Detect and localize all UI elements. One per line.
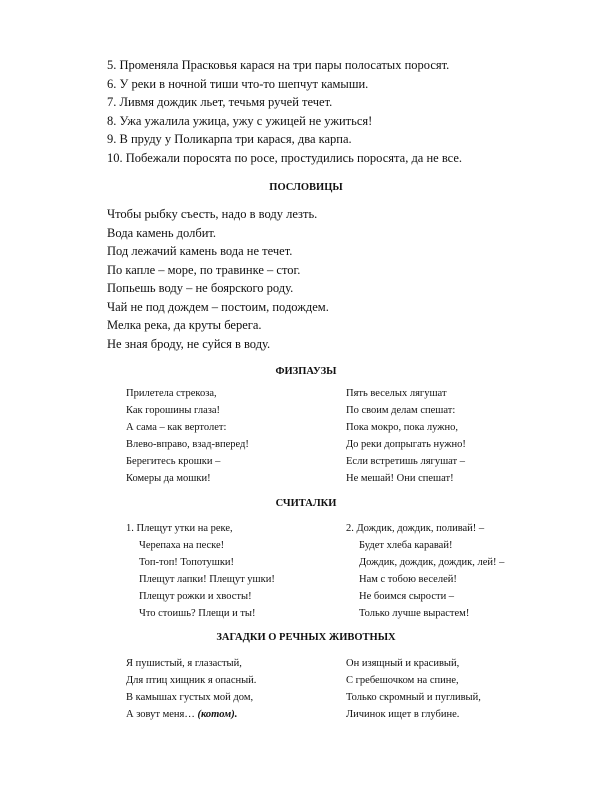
poem-line: Если встретишь лягушат – [346,456,466,467]
poem-line: Прилетела стрекоза, [126,388,217,399]
list-item: 7. Ливмя дождик льет, течьмя ручей течет. [107,95,333,109]
poem-line: А сама – как вертолет: [126,422,227,433]
poem-line: Топ-топ! Топотушки! [139,557,235,568]
poem-line: Не мешай! Они спешат! [346,473,454,484]
poem-line: Плещут лапки! Плещут ушки! [139,574,275,585]
tongue-twister-list [107,56,547,167]
list-item: 5. Променяла Прасковья карася на три пары полосатых поросят. [107,58,450,72]
counting-right-rhyme [346,520,504,622]
riddles-heading: ЗАГАДКИ О РЕЧНЫХ ЖИВОТНЫХ [216,632,396,643]
list-item: Чай не под дождем – постоим, подождем. [107,299,329,314]
counting-heading: СЧИТАЛКИ [275,498,337,509]
poem-line: Только лучше вырастем! [359,608,470,619]
poem-line: Дождик, дождик, дождик, лей! – [359,557,505,568]
poem-line: В камышах густых мой дом, [126,692,254,703]
poem-line: Для птиц хищник я опасный. [126,675,257,686]
proverbs-list [107,205,547,353]
list-item: Попьешь воду – не боярского роду. [107,281,294,295]
poem-line: Черепаха на песке! [139,540,225,551]
list-item: Чтобы рыбку съесть, надо в воду лезть. [107,207,318,221]
list-item: Вода камень долбит. [107,225,217,240]
poem-line: Пять веселых лягушат [346,388,447,399]
poem-line: Берегитесь крошки – [126,456,221,467]
poem-line: 1. Плещут утки на реке, [126,523,233,534]
riddle-left [126,655,256,723]
poem-line [126,706,256,723]
list-item: 10. Побежали поросята по росе, простудились поросята, да не все. [107,150,463,165]
list-item: Мелка река, да круты берега. [107,318,262,332]
exercises-right-poem [346,385,466,487]
poem-line: По своим делам спешат: [346,405,456,416]
poem-line: Только скромный и пугливый, [346,692,481,703]
riddle-right [346,655,481,723]
poem-line: С гребешочком на спине, [346,675,459,686]
list-item: 6. У реки в ночной тиши что-то шепчут камыши. [107,76,369,91]
list-item: Не зная броду, не суйся в воду. [107,336,271,351]
list-item: Под лежачий камень вода не течет. [107,244,293,258]
poem-line: Комеры да мошки! [126,473,211,484]
list-item: По капле – море, по травинке – стог. [107,262,301,277]
poem-line: Как горошины глаза! [126,405,221,416]
exercises-left-poem [126,385,249,487]
poem-line: Я пушистый, я глазастый, [126,658,242,669]
poem-line: Будет хлеба каравай! [359,540,453,551]
poem-line: Плещут рожки и хвосты! [139,591,252,602]
poem-line: Нам с тобою веселей! [359,574,457,585]
poem-line: Влево-вправо, взад-вперед! [126,439,249,450]
poem-line: Он изящный и красивый, [346,658,460,669]
poem-line: 2. Дождик, дождик, поливай! – [346,523,485,534]
list-item: 9. В пруду у Поликарпа три карася, два карпа. [107,132,352,146]
poem-line: Личинок ищет в глубине. [346,709,460,720]
poem-line: Что стоишь? Плещи и ты! [139,608,256,619]
proverbs-heading: ПОСЛОВИЦЫ [269,182,343,193]
riddle-answer: (котом). [197,709,238,720]
exercises-heading: ФИЗПАУЗЫ [275,366,337,377]
poem-line: До реки допрыгать нужно! [346,439,466,450]
poem-line: Не боимся сырости – [359,591,455,602]
poem-line: Пока мокро, пока лужно, [346,422,459,433]
counting-left-rhyme [126,520,275,622]
riddle-text: А зовут меня… [126,709,195,720]
list-item: 8. Ужа ужалила ужица, ужу с ужицей не ужиться! [107,113,373,128]
